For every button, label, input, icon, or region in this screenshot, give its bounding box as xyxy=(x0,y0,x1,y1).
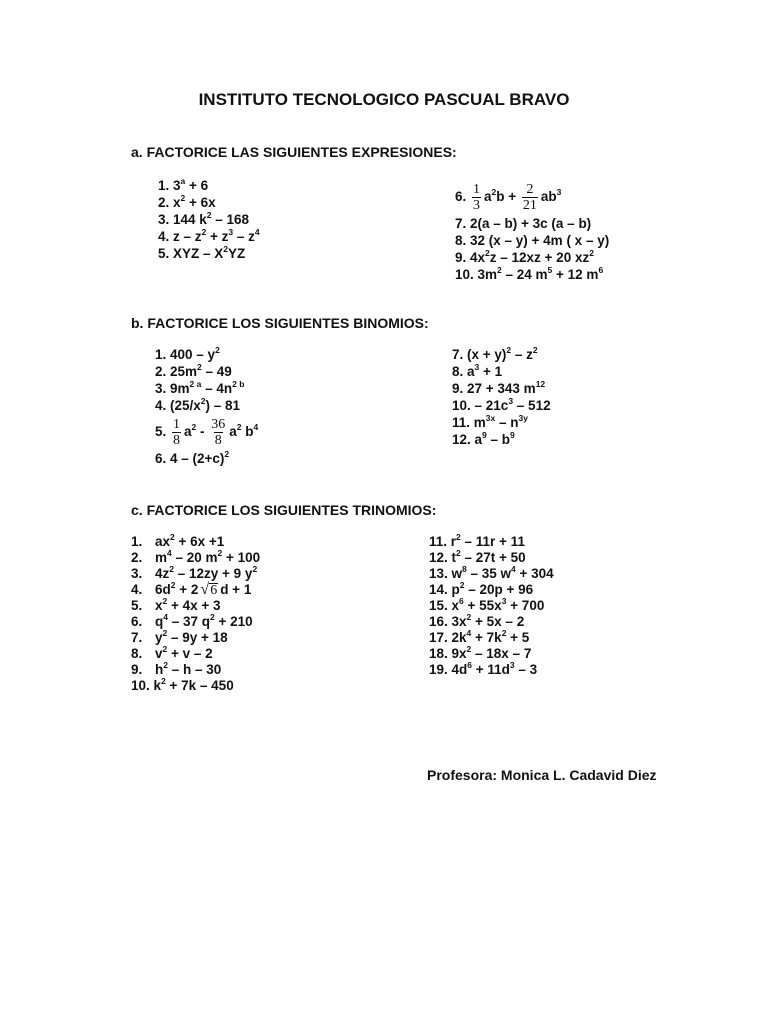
exponent: 2 xyxy=(466,612,472,622)
exercise-item xyxy=(158,177,260,194)
exponent: 2 xyxy=(456,548,461,558)
expression-text: a xyxy=(484,189,492,204)
fraction-denominator: 8 xyxy=(214,432,222,448)
expression-text: – z xyxy=(233,229,255,244)
expression-text: + 5 xyxy=(506,630,530,645)
exercise-item xyxy=(155,414,258,450)
expression-text: m xyxy=(155,550,168,565)
expression-text: 16. 3x xyxy=(429,614,467,629)
item-number: 4. xyxy=(131,582,143,597)
exponent: 6 xyxy=(598,265,604,275)
expression-text: 5. XYZ – X xyxy=(158,246,224,261)
expression-text: 9. 27 + 343 m xyxy=(452,381,536,396)
fraction-numerator: 1 xyxy=(173,416,181,432)
exponent: 6 xyxy=(467,660,473,670)
expression-text: – 12zy + 9 y xyxy=(174,566,253,581)
exponent: 2 xyxy=(200,396,206,406)
exponent: 2 xyxy=(466,644,472,654)
exercise-item xyxy=(155,346,258,363)
expression-text: + 210 xyxy=(214,614,253,629)
exponent: 9 xyxy=(482,430,487,440)
exponent: 2 xyxy=(497,265,502,275)
expression-text: 14. p xyxy=(429,582,460,597)
expression-text: 1. 400 – y xyxy=(155,347,216,362)
exponent: 3 xyxy=(474,362,480,372)
exercise-list-a-right xyxy=(455,179,609,283)
item-number: 8. xyxy=(131,646,143,661)
exercise-list-b-right xyxy=(452,346,551,448)
exponent: 2 xyxy=(501,628,507,638)
fraction xyxy=(210,417,226,448)
expression-text: + 11d xyxy=(472,662,510,677)
expression-text: 13. w xyxy=(429,566,463,581)
exercise-item xyxy=(452,397,551,414)
expression-text: 12. a xyxy=(452,432,483,447)
exponent: 2 xyxy=(459,580,465,590)
exercise-list-a-left xyxy=(158,177,260,262)
expression-text: – 3 xyxy=(514,662,538,677)
exponent: 2 xyxy=(589,248,594,258)
exponent: 2 xyxy=(456,532,461,542)
exponent: 2 xyxy=(491,187,497,197)
exponent: 4 xyxy=(253,422,259,432)
exercise-item xyxy=(131,678,260,694)
expression-text: + 6x xyxy=(185,195,216,210)
expression-text: – 24 m xyxy=(501,267,548,282)
expression-text: 10. – 21c xyxy=(452,398,509,413)
exponent: 2 xyxy=(201,227,207,237)
exponent: 5 xyxy=(547,265,553,275)
expression-text: – n xyxy=(495,415,519,430)
expression-text: a xyxy=(229,424,237,439)
exponent: 2 xyxy=(532,345,538,355)
expression-text: b + xyxy=(496,189,520,204)
exercise-item xyxy=(155,380,258,397)
exponent: 3 xyxy=(501,596,507,606)
exercise-item xyxy=(452,346,551,363)
item-number: 5. xyxy=(131,598,143,613)
exponent: 2 xyxy=(252,564,258,574)
expression-text: z – 12xz + 20 xz xyxy=(489,250,590,265)
expression-text: + v – 2 xyxy=(167,646,213,661)
expression-text: 18. 9x xyxy=(429,646,467,661)
exponent: 2 xyxy=(162,596,168,606)
exponent: 2 xyxy=(180,193,186,203)
exercise-item xyxy=(429,534,554,550)
expression-text: x xyxy=(155,598,163,613)
expression-text: 8. a xyxy=(452,364,475,379)
exponent: a xyxy=(180,176,186,186)
exercise-item xyxy=(158,228,260,245)
exponent: 2 xyxy=(215,345,220,355)
expression-text: 6d xyxy=(155,582,171,597)
exercise-list-c-left xyxy=(131,534,260,694)
exponent: 3x xyxy=(485,413,496,423)
exponent: 4 xyxy=(511,564,516,574)
item-number: 7. xyxy=(131,630,143,645)
exercise-item xyxy=(131,566,260,582)
section-heading-a: a. FACTORICE LAS SIGUIENTES EXPRESIONES: xyxy=(131,144,457,160)
expression-text: + 55x xyxy=(463,598,502,613)
expression-text: 6. 4 – (2+c) xyxy=(155,451,225,466)
exponent: 2 xyxy=(162,628,168,638)
exercise-item xyxy=(429,630,554,646)
expression-text: 2. 25m xyxy=(155,364,198,379)
exercise-item xyxy=(455,179,609,215)
expression-text: + z xyxy=(206,229,229,244)
expression-text: 1. 3 xyxy=(158,178,181,193)
item-number: 3. xyxy=(131,566,143,581)
fraction xyxy=(472,182,481,213)
item-number: 9. xyxy=(131,662,143,677)
exercise-item xyxy=(429,566,554,582)
expression-text: + 304 xyxy=(515,566,554,581)
exponent: 2 xyxy=(224,449,230,459)
exercise-item xyxy=(155,450,258,467)
radical-sign-icon: √ xyxy=(200,581,210,598)
expression-text: – 20p + 96 xyxy=(464,582,534,597)
exercise-item xyxy=(131,534,260,550)
exercise-list-c-right xyxy=(429,534,554,678)
exponent: 2 xyxy=(217,548,223,558)
fraction-numerator: 1 xyxy=(473,181,481,197)
expression-text: – z xyxy=(511,347,533,362)
exponent: 2 xyxy=(191,422,197,432)
expression-text: a xyxy=(184,424,192,439)
exponent: 2 xyxy=(161,676,166,686)
expression-text: 11. m xyxy=(452,415,486,430)
fraction-denominator: 3 xyxy=(473,197,481,213)
square-root xyxy=(200,582,218,598)
exercise-item xyxy=(455,249,609,266)
expression-text: – 20 m xyxy=(171,550,218,565)
exercise-item xyxy=(131,550,260,566)
exercise-item xyxy=(455,232,609,249)
exponent: 4 xyxy=(466,628,472,638)
exponent: 2 xyxy=(236,422,242,432)
exercise-item xyxy=(158,211,260,228)
expression-text: – 512 xyxy=(513,398,551,413)
expression-text: + 6 xyxy=(185,178,209,193)
expression-text: 4z xyxy=(155,566,170,581)
fraction-denominator: 21 xyxy=(522,197,537,213)
expression-text: – 27t + 50 xyxy=(460,550,526,565)
expression-text: b xyxy=(241,424,254,439)
exponent: 2 xyxy=(210,612,215,622)
fraction xyxy=(522,182,538,213)
exponent: 2 xyxy=(169,564,174,574)
expression-text: 7. (x + y) xyxy=(452,347,507,362)
expression-text: – 49 xyxy=(201,364,232,379)
expression-text: 3. 9m xyxy=(155,381,190,396)
exercise-item xyxy=(429,582,554,598)
expression-text: 4. z – z xyxy=(158,229,202,244)
exponent: 6 xyxy=(459,596,464,606)
expression-text: – 35 w xyxy=(466,566,512,581)
expression-text: ) – 81 xyxy=(205,398,241,413)
expression-text: + 6x +1 xyxy=(174,534,225,549)
exercise-item xyxy=(429,662,554,678)
item-number: 1. xyxy=(131,534,143,549)
exponent: 2 a xyxy=(189,379,202,389)
expression-text: 7. 2(a – b) + 3c (a – b) xyxy=(455,216,592,231)
expression-text: y xyxy=(155,630,163,645)
exercise-item xyxy=(429,550,554,566)
expression-text: 10. k xyxy=(131,678,162,693)
teacher-signature: Profesora: Monica L. Cadavid Diez xyxy=(427,767,657,783)
expression-text: 15. x xyxy=(429,598,460,613)
exercise-item xyxy=(429,598,554,614)
exponent: 4 xyxy=(254,227,260,237)
expression-text: – 18x – 7 xyxy=(471,646,532,661)
exercise-item xyxy=(131,614,260,630)
exercise-item xyxy=(131,598,260,614)
expression-text: – b xyxy=(486,432,511,447)
expression-text: q xyxy=(155,614,164,629)
expression-text: – 168 xyxy=(211,212,250,227)
exponent: 2 xyxy=(206,210,212,220)
expression-text: – 4n xyxy=(201,381,233,396)
exponent: 2 xyxy=(197,362,202,372)
section-heading-b: b. FACTORICE LOS SIGUIENTES BINOMIOS: xyxy=(131,315,429,331)
expression-text: 9. 4x xyxy=(455,250,486,265)
exercise-item xyxy=(131,630,260,646)
expression-text: 10. 3m xyxy=(455,267,498,282)
exponent: 2 xyxy=(506,345,512,355)
exponent: 3 xyxy=(509,660,515,670)
expression-text: – 37 q xyxy=(167,614,211,629)
item-number: 2. xyxy=(131,550,143,565)
expression-text: 12. t xyxy=(429,550,457,565)
exercise-item xyxy=(158,194,260,211)
exponent: 2 xyxy=(485,248,490,258)
exercise-item xyxy=(131,646,260,662)
expression-text: 19. 4d xyxy=(429,662,468,677)
expression-text: - xyxy=(196,424,209,439)
expression-text: + 12 m xyxy=(552,267,599,282)
exercise-item xyxy=(429,646,554,662)
exponent: 2 b xyxy=(232,379,245,389)
expression-text: h xyxy=(155,662,164,677)
expression-text: 6. xyxy=(455,189,471,204)
fraction-denominator: 8 xyxy=(173,432,181,448)
exercise-item xyxy=(429,614,554,630)
exponent: 2 xyxy=(162,644,168,654)
exponent: 3y xyxy=(518,413,528,423)
exponent: 2 xyxy=(163,660,168,670)
exercise-item xyxy=(155,363,258,380)
exponent: 12 xyxy=(535,379,546,389)
expression-text: YZ xyxy=(228,246,246,261)
exponent: 3 xyxy=(228,227,234,237)
expression-text: + 1 xyxy=(479,364,503,379)
expression-text: + 4x + 3 xyxy=(167,598,221,613)
expression-text: + 2 xyxy=(175,582,199,597)
fraction xyxy=(172,417,181,448)
expression-text: d + 1 xyxy=(220,582,252,597)
radicand: 6 xyxy=(210,583,218,598)
exponent: 2 xyxy=(223,244,229,254)
expression-text: – 11r + 11 xyxy=(460,534,525,549)
exponent: 2 xyxy=(170,532,175,542)
exercise-item xyxy=(452,380,551,397)
exponent: 3 xyxy=(556,187,562,197)
exercise-item xyxy=(452,363,551,380)
exercise-item xyxy=(131,582,260,598)
exponent: 4 xyxy=(163,612,168,622)
expression-text: – h – 30 xyxy=(167,662,222,677)
exercise-item xyxy=(455,215,609,232)
exercise-item xyxy=(155,397,258,414)
page-title: INSTITUTO TECNOLOGICO PASCUAL BRAVO xyxy=(198,90,570,109)
exercise-item xyxy=(452,414,551,431)
expression-text: + 7k xyxy=(471,630,502,645)
expression-text: 17. 2k xyxy=(429,630,467,645)
expression-text: 8. 32 (x – y) + 4m ( x – y) xyxy=(455,233,610,248)
exponent: 9 xyxy=(510,430,515,440)
exponent: 4 xyxy=(167,548,172,558)
fraction-numerator: 2 xyxy=(526,181,534,197)
exercise-item xyxy=(131,662,260,678)
item-number: 6. xyxy=(131,614,143,629)
expression-text: 11. r xyxy=(429,534,457,549)
expression-text: + 7k – 450 xyxy=(165,678,234,693)
expression-text: 5. xyxy=(155,424,171,439)
section-heading-c: c. FACTORICE LOS SIGUIENTES TRINOMIOS: xyxy=(131,502,437,518)
exercise-item xyxy=(452,431,551,448)
expression-text: 3. 144 k xyxy=(158,212,207,227)
expression-text: 2. x xyxy=(158,195,181,210)
expression-text: – 9y + 18 xyxy=(167,630,228,645)
exponent: 3 xyxy=(508,396,514,406)
expression-text: + 700 xyxy=(506,598,545,613)
fraction-numerator: 36 xyxy=(211,416,226,432)
expression-text: + 100 xyxy=(222,550,261,565)
exercise-item xyxy=(158,245,260,262)
exponent: 2 xyxy=(170,580,176,590)
expression-text: 4. (25/x xyxy=(155,398,201,413)
exercise-list-b-left xyxy=(155,346,258,467)
expression-text: + 5x – 2 xyxy=(471,614,525,629)
exercise-item xyxy=(455,266,609,283)
expression-text: v xyxy=(155,646,163,661)
expression-text: ab xyxy=(540,189,557,204)
expression-text: ax xyxy=(155,534,171,549)
exponent: 8 xyxy=(462,564,467,574)
